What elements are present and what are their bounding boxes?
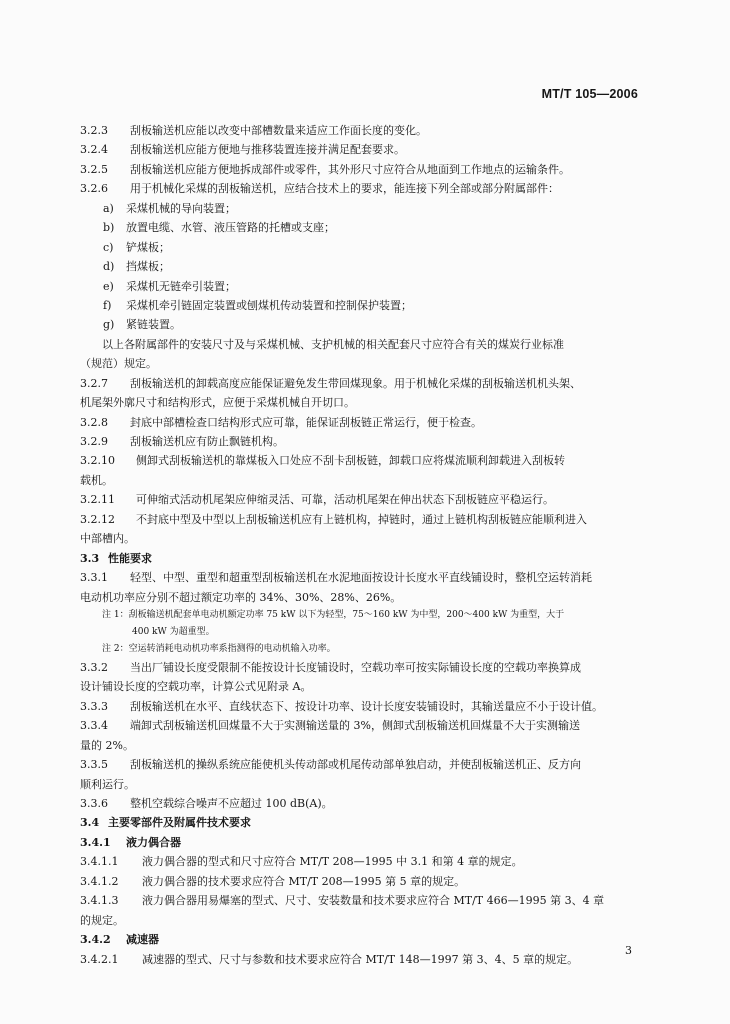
clause-number: 3.3.1 — [80, 571, 108, 585]
clause-3-2-8 — [80, 413, 643, 432]
clause-continuation: 载机。 — [80, 473, 113, 487]
list-item-label: c) — [103, 240, 114, 254]
note-1-continuation: 400 kW 为超重型。 — [132, 626, 215, 637]
clause-3-3-3 — [80, 697, 643, 716]
list-item-label: f) — [103, 298, 112, 312]
clause-text: 用于机械化采煤的刮板输送机，应结合技术上的要求，能连接下列全部或部分附属部件： — [130, 182, 559, 196]
clause-text: 液力偶合器用易爆塞的型式、尺寸、安装数量和技术要求应符合 MT/T 466—1995 第 3、4 章 — [142, 894, 605, 908]
clause-number: 3.2.6 — [80, 182, 108, 196]
clause-continuation: 顺利运行。 — [80, 777, 135, 791]
section-title: 减速器 — [126, 933, 159, 947]
clause-3-4-1-1 — [80, 852, 643, 871]
clause-row — [80, 121, 643, 140]
clause-number: 3.2.10 — [80, 454, 115, 468]
section-heading-3-4-2 — [80, 930, 643, 949]
clause-3-4-1-3 — [80, 891, 643, 910]
section-title: 液力偶合器 — [126, 835, 181, 849]
clause-continuation: 量的 2%。 — [80, 738, 134, 752]
paragraph-line: 以上各附属部件的安装尺寸及与采煤机械、支护机械的相关配套尺寸应符合有关的煤炭行业标准 — [102, 337, 564, 351]
clause-number: 3.2.12 — [80, 512, 115, 526]
clause-number: 3.4.1.3 — [80, 894, 119, 908]
section-title: 主要零部件及附属件技术要求 — [108, 816, 251, 830]
clause-text: 液力偶合器的技术要求应符合 MT/T 208—1995 第 5 章的规定。 — [142, 874, 466, 888]
paragraph-line: （规范）规定。 — [80, 357, 157, 371]
section-number: 3.4 — [80, 816, 100, 830]
clause-row — [80, 179, 643, 198]
list-item-label: b) — [103, 221, 115, 235]
clause-3-3-2 — [80, 658, 643, 677]
list-item — [80, 238, 643, 257]
clause-number: 3.3.5 — [80, 758, 108, 772]
clause-continuation: 电动机功率应分别不超过额定功率的 34%、30%、28%、26%。 — [80, 590, 402, 604]
clause-number: 3.4.1.2 — [80, 874, 119, 888]
clause-text: 刮板输送机的操纵系统应能使机头传动部或机尾传动部单独启动，并使刮板输送机正、反方向 — [130, 758, 581, 772]
clause-3-4-1-2 — [80, 872, 643, 891]
clause-number: 3.3.4 — [80, 719, 108, 733]
clause-3-2-12 — [80, 510, 643, 529]
section-number: 3.4.2 — [80, 933, 111, 947]
clause-text: 可伸缩式活动机尾架应伸缩灵活、可靠，活动机尾架在伸出状态下刮板链应平稳运行。 — [136, 493, 554, 507]
clause-number: 3.3.2 — [80, 660, 108, 674]
section-title: 性能要求 — [108, 551, 152, 565]
clause-text: 当出厂铺设长度受限制不能按设计长度铺设时，空载功率可按实际铺设长度的空载功率换算成 — [130, 660, 581, 674]
section-number: 3.4.1 — [80, 835, 111, 849]
section-heading-3-4-1 — [80, 833, 643, 852]
standard-code: MT/T 105—2006 — [541, 87, 638, 101]
list-item — [80, 296, 643, 315]
section-heading-3-4 — [80, 813, 643, 832]
clause-text: 侧卸式刮板输送机的靠煤板入口处应不刮卡刮板链，卸载口应将煤流顺利卸载进入刮板转 — [136, 454, 565, 468]
clause-row — [80, 160, 643, 179]
clause-list-top — [80, 121, 643, 199]
clause-3-3-6 — [80, 794, 643, 813]
clause-row — [80, 140, 643, 159]
list-item-text: 放置电缆、水管、液压管路的托槽或支座； — [126, 221, 335, 235]
clause-number: 3.2.4 — [80, 143, 108, 157]
clause-text: 刮板输送机应能方便地拆成部件或零件，其外形尺寸应符合从地面到工作地点的运输条件。 — [130, 162, 570, 176]
clause-number: 3.2.8 — [80, 415, 108, 429]
clause-text: 刮板输送机在水平、直线状态下、按设计功率、设计长度安装铺设时，其输送量应不小于设计值。 — [130, 699, 603, 713]
list-item — [80, 218, 643, 237]
clause-text: 刮板输送机应有防止飘链机构。 — [130, 435, 284, 448]
page-number: 3 — [625, 944, 632, 957]
clause-3-3-4 — [80, 716, 643, 735]
clause-continuation: 中部槽内。 — [80, 532, 135, 546]
clause-number: 3.2.9 — [80, 435, 108, 448]
clause-text: 轻型、中型、重型和超重型刮板输送机在水泥地面按设计长度水平直线铺设时，整机空运转消耗 — [130, 571, 592, 585]
body-text — [80, 121, 643, 969]
clause-number: 3.3.3 — [80, 699, 108, 713]
note-2: 注 2：空运转消耗电动机功率系指测得的电动机输入功率。 — [102, 643, 336, 654]
clause-3-3-1 — [80, 568, 643, 587]
attachment-list — [80, 199, 643, 335]
list-item-label: a) — [103, 201, 114, 215]
clause-number: 3.2.11 — [80, 493, 115, 507]
clause-3-2-11 — [80, 490, 643, 509]
list-item — [80, 315, 643, 334]
clause-3-2-10 — [80, 451, 643, 470]
clause-number: 3.2.3 — [80, 124, 108, 137]
clause-3-2-7 — [80, 374, 643, 393]
clause-text: 刮板输送机的卸载高度应能保证避免发生带回煤现象。用于机械化采煤的刮板输送机机头架、 — [130, 376, 581, 390]
list-item-text: 采煤机械的导向装置； — [126, 201, 236, 215]
list-item — [80, 277, 643, 296]
clause-text: 减速器的型式、尺寸与参数和技术要求应符合 MT/T 148—1997 第 3、4、5 章的规定。 — [142, 952, 579, 966]
note-1: 注 1：刮板输送机配套单电动机额定功率 75 kW 以下为轻型，75～160 kW 为中型，200～400 kW 为重型，大于 — [102, 609, 565, 620]
clause-number: 3.4.1.1 — [80, 855, 119, 869]
clause-text: 封底中部槽检查口结构形式应可靠，能保证刮板链正常运行，便于检查。 — [130, 415, 482, 429]
clause-text: 整机空载综合噪声不应超过 100 dB(A)。 — [130, 797, 333, 810]
list-item — [80, 257, 643, 276]
clause-3-3-5 — [80, 755, 643, 774]
clause-text: 液力偶合器的型式和尺寸应符合 MT/T 208—1995 中 3.1 和第 4 章的规定。 — [142, 855, 523, 869]
clause-number: 3.4.2.1 — [80, 952, 119, 966]
clause-continuation: 的规定。 — [80, 913, 124, 927]
clause-continuation: 设计铺设长度的空载功率，计算公式见附录 A。 — [80, 680, 312, 694]
section-number: 3.3 — [80, 551, 100, 565]
list-item-text: 紧链装置。 — [126, 318, 181, 332]
clause-continuation: 机尾架外廓尺寸和结构形式，应便于采煤机械自开切口。 — [80, 396, 355, 410]
clause-number: 3.2.7 — [80, 376, 108, 390]
clause-text: 不封底中型及中型以上刮板输送机应有上链机构，掉链时，通过上链机构刮板链应能顺利进入 — [136, 512, 587, 526]
clause-number: 3.2.5 — [80, 162, 108, 176]
clause-text: 刮板输送机应能方便地与推移装置连接并满足配套要求。 — [130, 143, 405, 157]
list-item-label: d) — [103, 260, 115, 274]
list-item-label: g) — [103, 318, 115, 332]
section-heading-3-3 — [80, 549, 643, 568]
list-item — [80, 199, 643, 218]
clause-text: 端卸式刮板输送机回煤量不大于实测输送量的 3%，侧卸式刮板输送机回煤量不大于实测输送 — [130, 719, 580, 733]
list-item-label: e) — [103, 279, 114, 293]
list-item-text: 采煤机无链牵引装置； — [126, 279, 236, 293]
clause-text: 刮板输送机应能以改变中部槽数量来适应工作面长度的变化。 — [130, 124, 427, 137]
clause-3-4-2-1 — [80, 950, 643, 969]
clause-number: 3.3.6 — [80, 797, 108, 810]
list-item-text: 挡煤板； — [126, 260, 170, 274]
list-item-text: 采煤机牵引链固定装置或刨煤机传动装置和控制保护装置； — [126, 298, 412, 312]
clause-3-2-9 — [80, 432, 643, 451]
list-item-text: 铲煤板； — [126, 240, 170, 254]
